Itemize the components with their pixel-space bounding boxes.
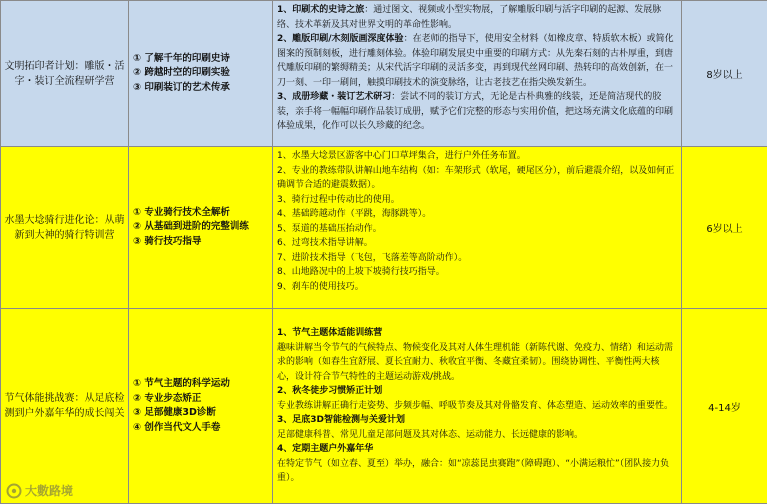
detail-item: 1、水墨大埝景区游客中心门口草坪集合，进行户外任务布置。 [277, 149, 677, 164]
detail-heading: 1、节气主题体适能训练营 [277, 326, 677, 341]
highlight-item: ③ 足部健康3D诊断 [133, 406, 269, 421]
course-highlights [129, 147, 273, 309]
course-name: 节气体能挑战赛：从足底检测到户外嘉年华的成长闯关 [1, 309, 129, 504]
detail-item: 3、成册珍藏・装订艺术研习：尝试不同的装订方式，无论是古朴典雅的线装，还是简洁现代的胶装，亲手将一幅幅印刷作品装订成册，赋予它们完整的形态与实用价值，把这场充满文化底蕴的印刷体验成果，化作可以长久珍藏的纪念。 [277, 90, 677, 134]
course-name: 文明拓印者计划：雕版・活字・装订全流程研学营 [1, 1, 129, 147]
age-range: 6岁以上 [682, 147, 767, 309]
detail-item: 8、山地路况中的上坡下坡骑行技巧指导。 [277, 265, 677, 280]
highlight-item: ① 专业骑行技术全解析 [133, 206, 269, 221]
detail-item: 2、雕版印刷/木刻版画深度体验：在老师的指导下，使用安全材料（如橡皮章、特质软木板）或简化图案的预制刻板，进行雕刻体验。体验印刷发展史中重要的印刷方式：从先秦石刻的古朴厚重，到唐代雕版印刷的繁缛精美；从宋代活字印刷的灵活多变，再到现代丝网印刷、热转印的高效创新，在一刀一刻、一印一刷间，触摸印刷技术的演变脉络，让古老技艺在指尖焕发新生。 [277, 32, 677, 90]
watermark-logo [6, 482, 73, 499]
detail-item: 趣味讲解当令节气的气候特点、物候变化及其对人体生理机能（新陈代谢、免疫力、情绪）和运动需求的影响（如春生宜舒展、夏长宜耐力、秋收宜平衡、冬藏宜柔韧）。围绕协调性、平衡性两大核心，设计符合节气特性的主题运动游戏/挑战。 [277, 341, 677, 385]
watermark-text: 大數路境 [25, 482, 73, 499]
brand-icon [6, 483, 22, 499]
detail-item: 足部健康科普、常见儿童足部问题及其对体态、运动能力、长远健康的影响。 [277, 428, 677, 443]
highlight-item: ② 专业步态矫正 [133, 392, 269, 407]
detail-item: 6、过弯技术指导讲解。 [277, 236, 677, 251]
course-details [273, 147, 682, 309]
highlight-item: ① 节气主题的科学运动 [133, 377, 269, 392]
age-range: 4-14岁 [682, 309, 767, 504]
detail-item: 9、刹车的使用技巧。 [277, 280, 677, 295]
detail-item: 2、专业的教练带队讲解山地车结构（如：车架形式（软尾，硬尾区分），前后避震介绍，以及如何正确调节合适的避震数据）。 [277, 164, 677, 193]
course-details [273, 309, 682, 504]
highlight-item: ③ 印刷装订的艺术传承 [133, 81, 269, 96]
age-range: 8岁以上 [682, 1, 767, 147]
detail-item: 4、基础跨越动作（平跳，海豚跳等）。 [277, 207, 677, 222]
detail-item: 专业教练讲解正确行走姿势、步频步幅、呼吸节奏及其对骨骼发育、体态塑造、运动效率的重要性。 [277, 399, 677, 414]
course-highlights [129, 309, 273, 504]
course-name: 水墨大埝骑行进化论：从萌新到大神的骑行特训营 [1, 147, 129, 309]
detail-item: 5、泵道的基础压抬动作。 [277, 222, 677, 237]
table-row [1, 1, 767, 147]
table-row [1, 309, 767, 504]
detail-item: 3、骑行过程中传动比的使用。 [277, 193, 677, 208]
highlight-item: ① 了解千年的印刷史诗 [133, 52, 269, 67]
course-highlights [129, 1, 273, 147]
table-row [1, 147, 767, 309]
highlight-item: ④ 创作当代文人手卷 [133, 421, 269, 436]
highlight-item: ② 跨越时空的印刷实验 [133, 66, 269, 81]
highlight-item: ② 从基础到进阶的完整训练 [133, 220, 269, 235]
course-details [273, 1, 682, 147]
detail-heading: 4、定期主题户外嘉年华 [277, 442, 677, 457]
highlight-item: ③ 骑行技巧指导 [133, 235, 269, 250]
detail-item: 1、印刷术的史诗之旅：通过图文、视频或小型实物展，了解雕版印刷与活字印刷的起源、发展脉络、技术革新及其对世界文明的革命性影响。 [277, 3, 677, 32]
detail-item: 7、进阶技术指导（飞包，飞落差等高阶动作）。 [277, 251, 677, 266]
detail-heading: 3、足底3D智能检测与关爱计划 [277, 413, 677, 428]
detail-item: 在特定节气（如立春、夏至）举办，融合：如“凉蕊昆虫赛跑”（障碍跑）、“小满运粮忙”（团队接力负重）。 [277, 457, 677, 486]
detail-heading: 2、秋冬徒步习惯矫正计划 [277, 384, 677, 399]
